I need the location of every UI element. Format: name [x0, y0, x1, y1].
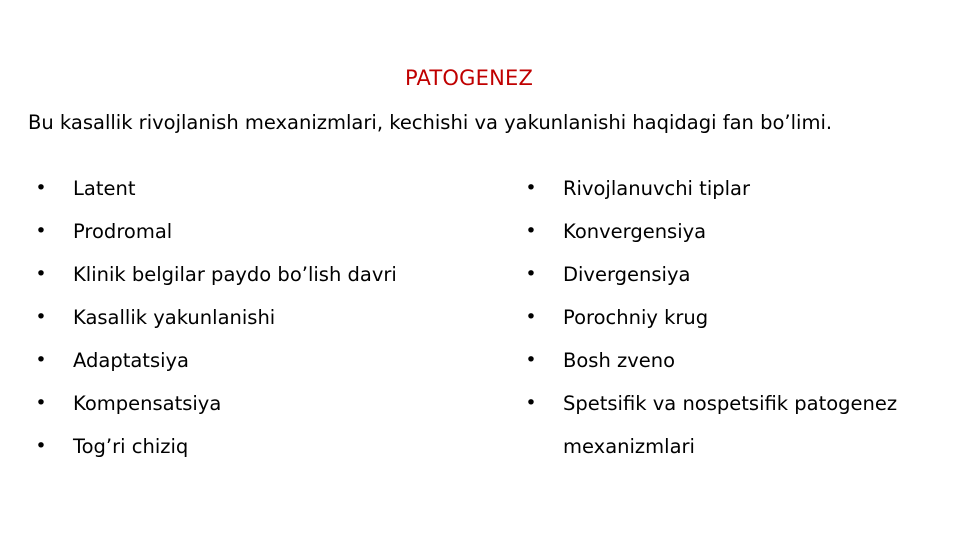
list-item-label: Spetsifik va nospetsifik patogenez	[563, 392, 898, 415]
list-item-label: Latent	[73, 177, 136, 200]
list-item-label: Adaptatsiya	[73, 349, 190, 372]
bullet-icon: •	[35, 306, 47, 328]
list-item-label: Klinik belgilar paydo bo’lish davri	[73, 263, 397, 286]
bullet-icon: •	[35, 263, 47, 285]
list-item	[524, 253, 954, 296]
list-item	[524, 382, 954, 425]
slide-subtitle: Bu kasallik rivojlanish mexanizmlari, kechishi va yakunlanishi haqidagi fan bo’limi.	[28, 111, 833, 134]
list-item-label: Kasallik yakunlanishi	[73, 306, 276, 329]
bullet-icon: •	[35, 220, 47, 242]
bullet-icon: •	[525, 220, 537, 242]
left-bullet-list	[34, 167, 474, 468]
list-item-label: Porochniy krug	[563, 306, 709, 329]
list-item-label: Tog’ri chiziq	[73, 435, 189, 458]
list-item	[34, 296, 474, 339]
list-item-continuation: mexanizmlari	[563, 435, 695, 458]
list-item	[34, 425, 474, 468]
list-item	[524, 339, 954, 382]
list-item	[34, 210, 474, 253]
list-item-label: Kompensatsiya	[73, 392, 222, 415]
list-item	[524, 210, 954, 253]
list-item	[34, 339, 474, 382]
bullet-icon: •	[525, 177, 537, 199]
list-item	[524, 167, 954, 210]
bullet-icon: •	[525, 306, 537, 328]
list-item-label: Bosh zveno	[563, 349, 676, 372]
list-item-label: Konvergensiya	[563, 220, 707, 243]
list-item	[34, 167, 474, 210]
bullet-icon: •	[35, 392, 47, 414]
bullet-icon: •	[35, 349, 47, 371]
bullet-icon: •	[35, 177, 47, 199]
list-item-label: Rivojlanuvchi tiplar	[563, 177, 751, 200]
right-bullet-list	[524, 167, 954, 468]
bullet-icon: •	[525, 349, 537, 371]
list-item-label: Prodromal	[73, 220, 173, 243]
list-item	[524, 296, 954, 339]
bullet-icon: •	[35, 435, 47, 457]
bullet-icon: •	[525, 392, 537, 414]
bullet-icon: •	[525, 263, 537, 285]
slide-title: PATOGENEZ	[404, 66, 534, 90]
list-item	[34, 382, 474, 425]
list-item-label: Divergensiya	[563, 263, 691, 286]
list-item	[34, 253, 474, 296]
